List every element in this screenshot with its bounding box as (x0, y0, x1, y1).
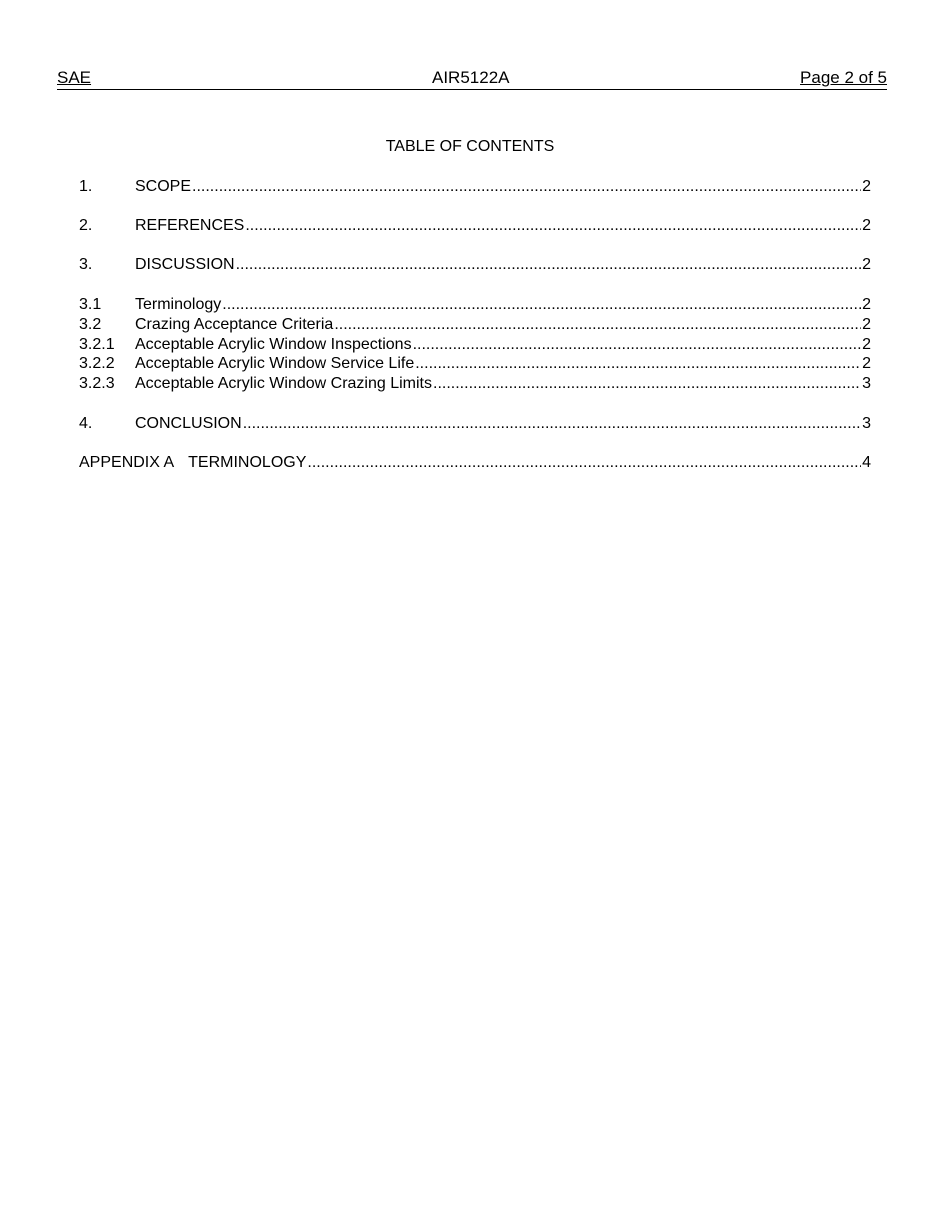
toc-entry-title: TERMINOLOGY (188, 454, 307, 471)
toc-entry-number: 3.2.2 (79, 355, 115, 372)
toc-entry-scope[interactable] (79, 177, 871, 197)
toc-dot-leader (245, 216, 861, 236)
toc-entry-title: Acceptable Acrylic Window Service Life (135, 355, 415, 372)
toc-entry-page: 2 (862, 296, 871, 313)
toc-entry-discussion[interactable] (79, 255, 871, 275)
toc-entry-page: 4 (862, 454, 871, 471)
toc-entry-page: 2 (862, 316, 871, 333)
header-organization: SAE (57, 68, 92, 87)
toc-entry-page: 2 (862, 217, 871, 234)
toc-entry-title: REFERENCES (135, 217, 245, 234)
toc-dot-leader (415, 354, 861, 374)
toc-entry-page: 2 (862, 178, 871, 195)
toc-entry-window-service-life[interactable] (79, 354, 871, 374)
toc-entry-number: 3.1 (79, 296, 102, 313)
toc-entry-number: 4. (79, 415, 93, 432)
toc-entry-title: DISCUSSION (135, 256, 235, 273)
toc-dot-leader (307, 453, 861, 473)
toc-entry-window-inspections[interactable] (79, 335, 871, 355)
toc-entry-page: 2 (862, 355, 871, 372)
toc-entry-number: 3.2.1 (79, 336, 115, 353)
toc-dot-leader (413, 335, 862, 355)
toc-dot-leader (433, 374, 861, 394)
toc-entry-appendix-a[interactable] (79, 453, 871, 473)
toc-title: TABLE OF CONTENTS (385, 138, 555, 155)
toc-entry-terminology[interactable] (79, 295, 871, 315)
toc-entry-conclusion[interactable] (79, 414, 871, 434)
toc-entry-page: 2 (862, 256, 871, 273)
toc-dot-leader (192, 177, 861, 197)
toc-entry-page: 2 (862, 336, 871, 353)
toc-entry-crazing-acceptance-criteria[interactable] (79, 315, 871, 335)
toc-entry-title: CONCLUSION (135, 415, 242, 432)
toc-entry-number: 1. (79, 178, 93, 195)
toc-entry-window-crazing-limits[interactable] (79, 374, 871, 394)
toc-entry-references[interactable] (79, 216, 871, 236)
toc-dot-leader (243, 414, 861, 434)
toc-entry-title: Terminology (135, 296, 222, 313)
toc-entry-number: 3.2.3 (79, 375, 115, 392)
page-header (57, 67, 887, 90)
toc-entry-number: APPENDIX A (79, 454, 175, 471)
toc-entry-title: SCOPE (135, 178, 192, 195)
toc-dot-leader (334, 315, 861, 335)
toc-entry-title: Acceptable Acrylic Window Crazing Limits (135, 375, 432, 392)
toc-entry-number: 3. (79, 256, 93, 273)
toc-entry-number: 2. (79, 217, 93, 234)
header-document-number: AIR5122A (432, 68, 510, 87)
toc-entry-page: 3 (862, 375, 871, 392)
toc-entry-page: 3 (862, 415, 871, 432)
toc-entry-title: Crazing Acceptance Criteria (135, 316, 334, 333)
toc-entry-title: Acceptable Acrylic Window Inspections (135, 336, 412, 353)
header-page-number: Page 2 of 5 (800, 68, 887, 87)
toc-dot-leader (222, 295, 861, 315)
toc-entry-number: 3.2 (79, 316, 102, 333)
toc-dot-leader (236, 255, 862, 275)
